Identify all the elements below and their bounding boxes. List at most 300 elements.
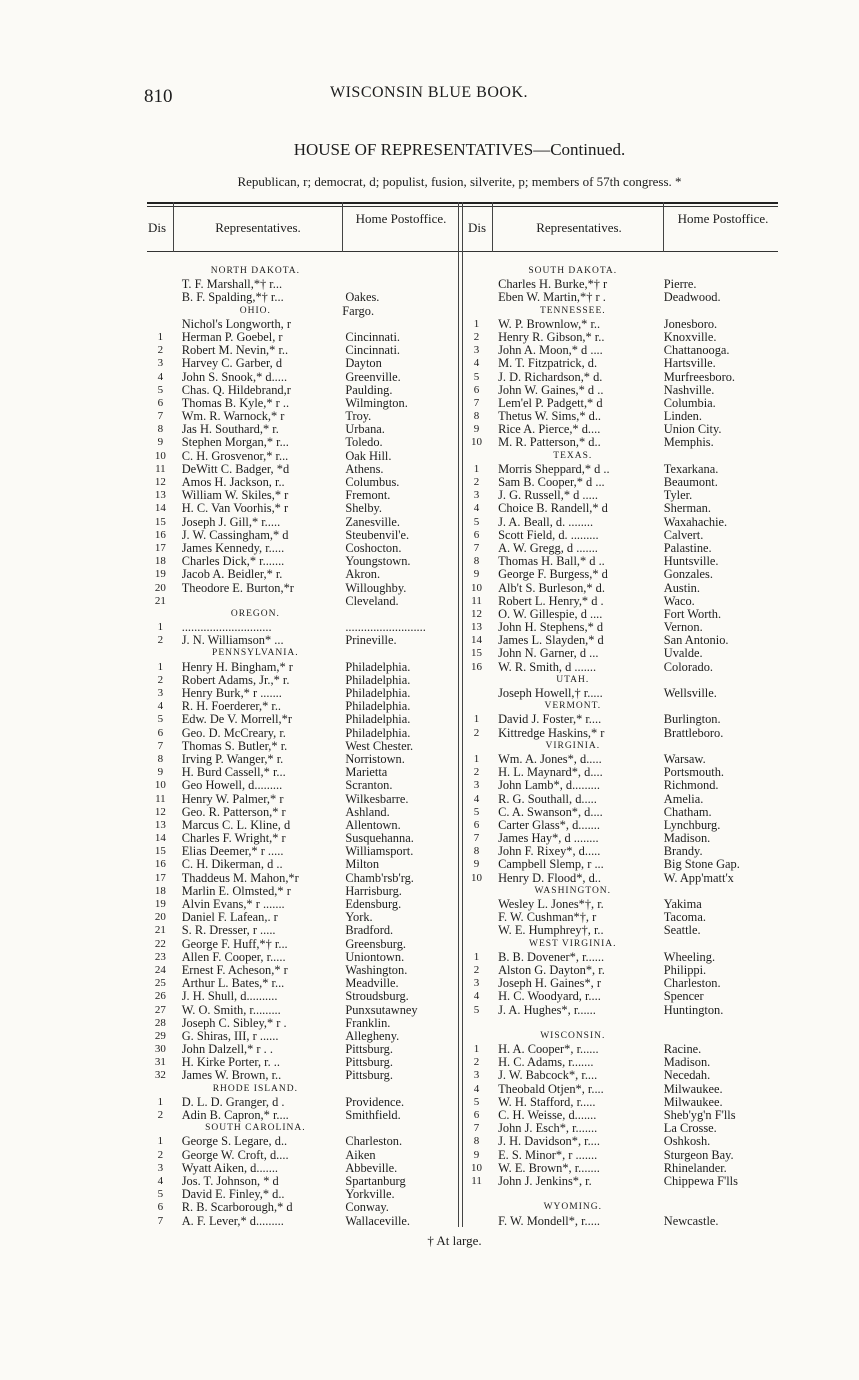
district-number: 2 xyxy=(473,766,480,779)
home-postoffice: Youngstown. xyxy=(345,555,411,569)
home-postoffice: Warsaw. xyxy=(663,752,706,766)
representative-name: F. W. Cushman*†, r xyxy=(498,911,597,925)
home-postoffice: Conway. xyxy=(345,1201,389,1215)
district-number: 16 xyxy=(154,858,166,871)
state-name: TEXAS. xyxy=(553,450,593,461)
table-row xyxy=(147,463,458,476)
table-row xyxy=(463,661,778,674)
district-number: 16 xyxy=(471,660,483,673)
state-heading-row xyxy=(463,305,778,318)
home-postoffice: Yorkville. xyxy=(345,1188,395,1202)
state-name: TENNESSEE. xyxy=(539,305,606,316)
home-postoffice: Coshocton. xyxy=(345,541,402,555)
state-name: UTAH. xyxy=(556,674,590,685)
representative-name: Allen F. Cooper, r..... xyxy=(181,950,286,964)
representative-name: J. A. Beall, d. ........ xyxy=(498,515,594,529)
district-number: 19 xyxy=(154,898,166,910)
district-number xyxy=(463,278,490,291)
district-number: 20 xyxy=(154,581,166,594)
home-postoffice: Chattanooga. xyxy=(663,344,730,358)
table-row xyxy=(463,1122,778,1135)
table-row xyxy=(463,687,778,700)
home-postoffice: Colorado. xyxy=(663,660,713,674)
district-number: 19 xyxy=(154,568,166,581)
table-row xyxy=(463,872,778,885)
district-number: 5 xyxy=(473,805,480,818)
table-row xyxy=(147,1201,458,1214)
representative-name xyxy=(174,595,340,608)
table-row xyxy=(147,1109,458,1122)
home-postoffice: Aiken xyxy=(345,1148,376,1162)
column-divider xyxy=(173,202,174,252)
home-postoffice: Spencer xyxy=(663,990,704,1004)
home-postoffice: Philadelphia. xyxy=(345,673,411,687)
representative-name: George S. Legare, d.. xyxy=(181,1135,288,1149)
representative-name: John J. Jenkins*, r. xyxy=(498,1174,592,1188)
representative-name: Charles Dick,* r....... xyxy=(181,555,285,569)
district-number: 5 xyxy=(473,1003,480,1016)
table-row xyxy=(147,291,458,304)
representative-name: Marcus C. L. Kline, d xyxy=(181,818,291,832)
home-postoffice: Texarkana. xyxy=(663,462,719,476)
table-row xyxy=(147,1056,458,1069)
representative-name: Joseph J. Gill,* r..... xyxy=(181,515,281,529)
home-postoffice: Stroudsburg. xyxy=(345,990,409,1004)
representative-name: Henry D. Flood*, d.. xyxy=(498,871,602,885)
table-row xyxy=(147,1175,458,1188)
district-number: 9 xyxy=(157,436,164,449)
party-legend: Republican, r; democrat, d; populist, fusion, silverite, p; members of 57th congress. * xyxy=(237,174,682,189)
home-postoffice: Spartanburg xyxy=(345,1174,406,1188)
representative-name: Thomas H. Ball,* d .. xyxy=(498,555,605,569)
district-number: 1 xyxy=(473,1043,480,1056)
district-number: 8 xyxy=(473,1135,480,1148)
table-row xyxy=(147,819,458,832)
table-row xyxy=(463,1069,778,1082)
district-number: 12 xyxy=(471,607,483,620)
table-row xyxy=(147,1135,458,1148)
table-row xyxy=(147,753,458,766)
footnote: † At large. xyxy=(427,1233,482,1248)
district-number: 25 xyxy=(154,977,166,990)
district-number: 1 xyxy=(157,1095,164,1108)
table-row xyxy=(463,1056,778,1069)
table-row xyxy=(147,713,458,726)
table-row xyxy=(463,924,778,937)
district-number: 30 xyxy=(154,1043,166,1056)
home-postoffice: Susquehanna. xyxy=(345,832,414,846)
home-postoffice: Shelby. xyxy=(345,502,383,516)
representative-name: Campbell Slemp, r ... xyxy=(498,858,604,872)
district-number xyxy=(463,700,491,713)
table-row xyxy=(463,595,778,608)
state-heading-row xyxy=(147,305,458,318)
home-postoffice: Oshkosh. xyxy=(663,1135,711,1149)
state-name: OHIO. xyxy=(239,305,271,316)
representative-name: John W. Gaines,* d .. xyxy=(498,383,604,397)
home-postoffice xyxy=(655,700,778,713)
home-postoffice: Hartsville. xyxy=(663,357,716,371)
table-row xyxy=(463,858,778,871)
district-number: 14 xyxy=(154,502,166,515)
home-postoffice: Fort Worth. xyxy=(663,607,722,621)
representative-name: R. H. Foerderer,* r.. xyxy=(181,700,282,714)
district-number xyxy=(463,885,491,898)
home-postoffice: Fargo. xyxy=(342,304,375,318)
home-postoffice: Scranton. xyxy=(345,779,393,793)
home-postoffice: Abbeville. xyxy=(345,1161,398,1175)
home-postoffice xyxy=(655,938,778,951)
table-row xyxy=(147,977,458,990)
district-number: 1 xyxy=(473,317,480,330)
representative-name: Geo Howell, d......... xyxy=(181,779,283,793)
postoffice-header-left: Home Postoffice. xyxy=(355,211,447,226)
district-number xyxy=(463,911,490,924)
home-postoffice: Cleveland. xyxy=(345,594,399,608)
district-number: 2 xyxy=(473,726,480,739)
home-postoffice: York. xyxy=(345,911,373,925)
district-number: 10 xyxy=(154,449,166,462)
representative-name: Stephen Morgan,* r... xyxy=(181,436,289,450)
home-postoffice xyxy=(336,265,458,278)
home-postoffice: Charleston. xyxy=(345,1135,403,1149)
home-postoffice: Meadville. xyxy=(345,977,399,991)
table-row xyxy=(463,423,778,436)
table-row xyxy=(463,384,778,397)
representative-name: C. H. Grosvenor,* r... xyxy=(181,449,289,463)
district-number xyxy=(463,450,491,463)
representative-name: Joseph H. Gaines*, r xyxy=(498,977,601,991)
table-row xyxy=(147,423,458,436)
table-row xyxy=(147,832,458,845)
home-postoffice: Chamb'rsb'rg. xyxy=(345,871,414,885)
district-number: 2 xyxy=(157,1148,164,1161)
district-number: 1 xyxy=(473,462,480,475)
district-number: 2 xyxy=(157,673,164,686)
district-number: 2 xyxy=(473,476,480,488)
district-number: 11 xyxy=(155,462,166,475)
home-postoffice: Steubenvil'e. xyxy=(345,528,410,542)
home-postoffice: Brandy. xyxy=(663,845,703,859)
table-row xyxy=(463,1135,778,1148)
table-row xyxy=(147,555,458,568)
representative-name: Herman P. Goebel, r xyxy=(181,330,283,344)
district-number: 7 xyxy=(157,410,164,423)
table-row xyxy=(463,436,778,449)
district-number: 5 xyxy=(157,1188,164,1201)
table-row xyxy=(147,502,458,515)
table-row xyxy=(147,357,458,370)
home-postoffice xyxy=(655,674,778,687)
table-row xyxy=(147,990,458,1003)
district-number: 23 xyxy=(154,950,166,963)
table-row xyxy=(147,1215,458,1228)
home-postoffice xyxy=(655,305,778,318)
representative-name xyxy=(490,1188,658,1201)
representative-name: Amos H. Jackson, r.. xyxy=(181,476,285,489)
district-number: 2 xyxy=(157,344,164,357)
table-row xyxy=(463,608,778,621)
district-number: 31 xyxy=(154,1056,166,1069)
postoffice-header-right: Home Postoffice. xyxy=(677,211,769,226)
representative-name: Joseph C. Sibley,* r . xyxy=(181,1016,287,1030)
table-row xyxy=(463,1017,778,1030)
district-number: 9 xyxy=(473,568,480,581)
district-number: 26 xyxy=(154,990,166,1003)
home-postoffice xyxy=(658,1188,778,1201)
representative-name: Kittredge Haskins,* r xyxy=(498,726,605,740)
representative-name: Alb't S. Burleson,* d. xyxy=(498,581,605,595)
district-number: 4 xyxy=(473,357,480,370)
table-row xyxy=(147,740,458,753)
home-postoffice: Williamsport. xyxy=(345,845,414,859)
representative-name: David J. Foster,* r.... xyxy=(498,713,602,727)
representative-name: Alvin Evans,* r ....... xyxy=(181,898,285,911)
home-postoffice xyxy=(655,450,778,463)
home-postoffice: Huntington. xyxy=(663,1003,724,1017)
home-postoffice: Milwaukee. xyxy=(663,1095,723,1109)
home-postoffice: Nashville. xyxy=(663,383,715,397)
table-row xyxy=(147,344,458,357)
representative-name: R. B. Scarborough,* d xyxy=(181,1201,293,1215)
district-number: 29 xyxy=(154,1029,166,1042)
table-row xyxy=(147,845,458,858)
home-postoffice: Tyler. xyxy=(663,489,693,503)
table-row xyxy=(147,1096,458,1109)
representative-name: J. W. Babcock*, r.... xyxy=(498,1069,598,1083)
table-row xyxy=(463,344,778,357)
home-postoffice: Wilmington. xyxy=(345,396,408,410)
table-row xyxy=(147,371,458,384)
district-number: 6 xyxy=(473,1109,480,1121)
home-postoffice: Chatham. xyxy=(663,805,712,819)
district-number: 3 xyxy=(473,1069,480,1082)
home-postoffice xyxy=(336,1083,458,1096)
state-name: NORTH DAKOTA. xyxy=(210,266,300,276)
district-number: 9 xyxy=(157,766,164,779)
representative-name: Geo. D. McCreary, r. xyxy=(181,726,286,740)
state-name: OREGON. xyxy=(230,608,280,619)
representative-name: W. H. Stafford, r..... xyxy=(498,1095,596,1109)
district-number: 21 xyxy=(154,924,166,937)
section-title: HOUSE OF REPRESENTATIVES—Continued. xyxy=(293,140,626,159)
home-postoffice: Pittsburg. xyxy=(345,1043,393,1057)
district-number xyxy=(463,938,491,951)
home-postoffice: Burlington. xyxy=(663,713,721,727)
table-row xyxy=(147,1004,458,1017)
home-postoffice: Gonzales. xyxy=(663,568,713,582)
representative-name: Eben W. Martin,*† r . xyxy=(498,291,606,305)
table-row xyxy=(463,463,778,476)
right-column xyxy=(463,265,778,1228)
representative-name: Arthur L. Bates,* r... xyxy=(181,977,285,991)
state-name: RHODE ISLAND. xyxy=(212,1083,299,1094)
table-row xyxy=(147,674,458,687)
home-postoffice: Philadelphia. xyxy=(345,660,411,674)
representative-name: Theodore E. Burton,*r xyxy=(181,581,294,595)
representative-name: Wyatt Aiken, d....... xyxy=(181,1161,279,1175)
home-postoffice: Toledo. xyxy=(345,436,383,450)
table-row xyxy=(463,1149,778,1162)
state-name: VERMONT. xyxy=(544,701,602,712)
representative-name: Choice B. Randell,* d xyxy=(498,502,608,516)
home-postoffice: Greenville. xyxy=(345,370,401,384)
home-postoffice: Deadwood. xyxy=(663,291,721,305)
district-number: 3 xyxy=(473,489,480,502)
home-postoffice: Sheb'yg'n F'lls xyxy=(663,1109,736,1122)
home-postoffice: Waco. xyxy=(663,594,695,608)
representative-name: John Dalzell,* r . . xyxy=(181,1043,273,1057)
representative-name: John S. Snook,* d..... xyxy=(181,370,288,384)
district-number: 3 xyxy=(157,687,164,699)
representative-name: Daniel F. Lafean,. r xyxy=(181,911,278,925)
district-number: 13 xyxy=(471,621,483,634)
representative-name: John H. Stephens,* d xyxy=(498,621,604,635)
state-name: WYOMING. xyxy=(543,1202,602,1213)
table-row xyxy=(147,938,458,951)
district-number: 7 xyxy=(473,1122,480,1135)
table-row xyxy=(463,357,778,370)
home-postoffice xyxy=(339,318,458,331)
representative-name: Thaddeus M. Mahon,*r xyxy=(181,871,299,885)
district-number: 3 xyxy=(473,977,480,990)
column-divider xyxy=(663,202,664,252)
home-postoffice: West Chester. xyxy=(345,739,414,753)
district-number: 7 xyxy=(157,1214,164,1227)
district-number xyxy=(463,674,491,687)
district-number: 1 xyxy=(157,1135,164,1148)
representative-name: John N. Garner, d ... xyxy=(498,647,599,661)
state-heading-row xyxy=(463,265,778,278)
district-number: 6 xyxy=(157,1201,164,1214)
district-number: 28 xyxy=(154,1016,166,1029)
representative-name: Robert M. Nevin,* r.. xyxy=(181,344,289,358)
home-postoffice: Brattleboro. xyxy=(663,726,724,740)
table-row xyxy=(147,1069,458,1082)
district-number xyxy=(463,1188,490,1201)
table-row xyxy=(147,951,458,964)
table-row xyxy=(463,1083,778,1096)
home-postoffice: Linden. xyxy=(663,410,702,424)
home-postoffice: Bradford. xyxy=(345,924,394,938)
table-row xyxy=(463,1109,778,1122)
home-postoffice: Philadelphia. xyxy=(345,713,411,727)
home-postoffice: Dayton xyxy=(345,357,382,371)
home-postoffice: Huntsville. xyxy=(663,555,719,569)
home-postoffice: Cincinnati. xyxy=(345,330,401,344)
table-row xyxy=(147,924,458,937)
district-number xyxy=(463,740,491,753)
district-number: 7 xyxy=(157,739,164,752)
representative-name: Robert L. Henry,* d . xyxy=(498,594,604,608)
home-postoffice: Wheeling. xyxy=(663,950,716,964)
table-row xyxy=(463,1043,778,1056)
home-postoffice: Madison. xyxy=(663,832,711,846)
district-number: 1 xyxy=(473,950,480,963)
home-postoffice: Norristown. xyxy=(345,752,405,766)
state-heading-row xyxy=(463,1201,778,1214)
home-postoffice: Philadelphia. xyxy=(345,700,411,714)
district-number xyxy=(463,265,491,278)
representative-name: H. L. Maynard*, d.... xyxy=(498,766,603,780)
district-number: 12 xyxy=(154,805,166,818)
representative-name: H. Kirke Porter, r. .. xyxy=(181,1056,280,1070)
home-postoffice: .......................... xyxy=(345,621,426,635)
district-number xyxy=(463,1215,490,1228)
district-number: 4 xyxy=(473,1082,480,1095)
table-row xyxy=(463,410,778,423)
left-column xyxy=(147,265,458,1228)
table-row xyxy=(463,489,778,502)
home-postoffice: Punxsutawney xyxy=(345,1003,418,1017)
home-postoffice: W. App'matt'x xyxy=(663,871,734,885)
table-row xyxy=(147,529,458,542)
district-number xyxy=(463,305,491,318)
table-row xyxy=(147,318,458,331)
representative-name: M. T. Fitzpatrick, d. xyxy=(498,357,598,371)
district-number xyxy=(147,278,174,291)
district-number xyxy=(463,1017,490,1030)
representative-name: George F. Huff,*† r... xyxy=(181,937,288,951)
home-postoffice: Paulding. xyxy=(345,383,393,397)
district-number xyxy=(147,318,174,331)
home-postoffice xyxy=(655,265,778,278)
table-row xyxy=(147,476,458,489)
home-postoffice: Fremont. xyxy=(345,489,391,503)
representative-name: A. W. Gregg, d ....... xyxy=(498,541,598,555)
representative-name: John A. Moon,* d .... xyxy=(498,344,603,358)
district-number: 5 xyxy=(473,370,480,383)
state-heading-row xyxy=(463,450,778,463)
district-number: 3 xyxy=(157,357,164,370)
state-heading-row xyxy=(147,1083,458,1096)
state-heading-row xyxy=(463,1030,778,1043)
district-number: 4 xyxy=(473,792,480,805)
district-number: 22 xyxy=(154,937,166,950)
representative-name: Carter Glass*, d....... xyxy=(498,818,600,832)
district-number: 10 xyxy=(471,871,483,884)
district-number: 5 xyxy=(473,515,480,528)
table-row xyxy=(147,1017,458,1030)
home-postoffice: Providence. xyxy=(345,1095,405,1109)
table-row xyxy=(147,793,458,806)
representative-name: James L. Slayden,* d xyxy=(498,634,604,648)
home-postoffice: Jonesboro. xyxy=(663,317,718,331)
representative-name: A. F. Lever,* d......... xyxy=(181,1214,284,1228)
representative-name: Geo. R. Patterson,* r xyxy=(181,805,286,819)
representative-name: John F. Rixey*, d..... xyxy=(498,845,601,859)
representative-name: Robert Adams, Jr.,* r. xyxy=(181,673,290,687)
district-number: 14 xyxy=(154,832,166,845)
district-number: 11 xyxy=(471,1174,482,1187)
district-number: 9 xyxy=(473,1148,480,1161)
representative-name: George W. Croft, d.... xyxy=(181,1148,289,1162)
representative-name: George F. Burgess,* d xyxy=(498,568,608,582)
state-name: SOUTH DAKOTA. xyxy=(528,266,618,276)
representative-name: W. E. Humphrey†, r.. xyxy=(498,924,604,938)
table-row xyxy=(463,291,778,304)
home-postoffice: Oakes. xyxy=(345,291,380,305)
table-row xyxy=(147,687,458,700)
table-row xyxy=(147,634,458,647)
home-postoffice: Ashland. xyxy=(345,805,390,819)
home-postoffice: Philadelphia. xyxy=(345,687,411,700)
home-postoffice: Knoxville. xyxy=(663,330,717,344)
home-postoffice: Austin. xyxy=(663,581,700,595)
representative-name: F. W. Mondell*, r..... xyxy=(498,1214,601,1228)
district-number: 10 xyxy=(471,1161,483,1174)
table-row xyxy=(147,858,458,871)
